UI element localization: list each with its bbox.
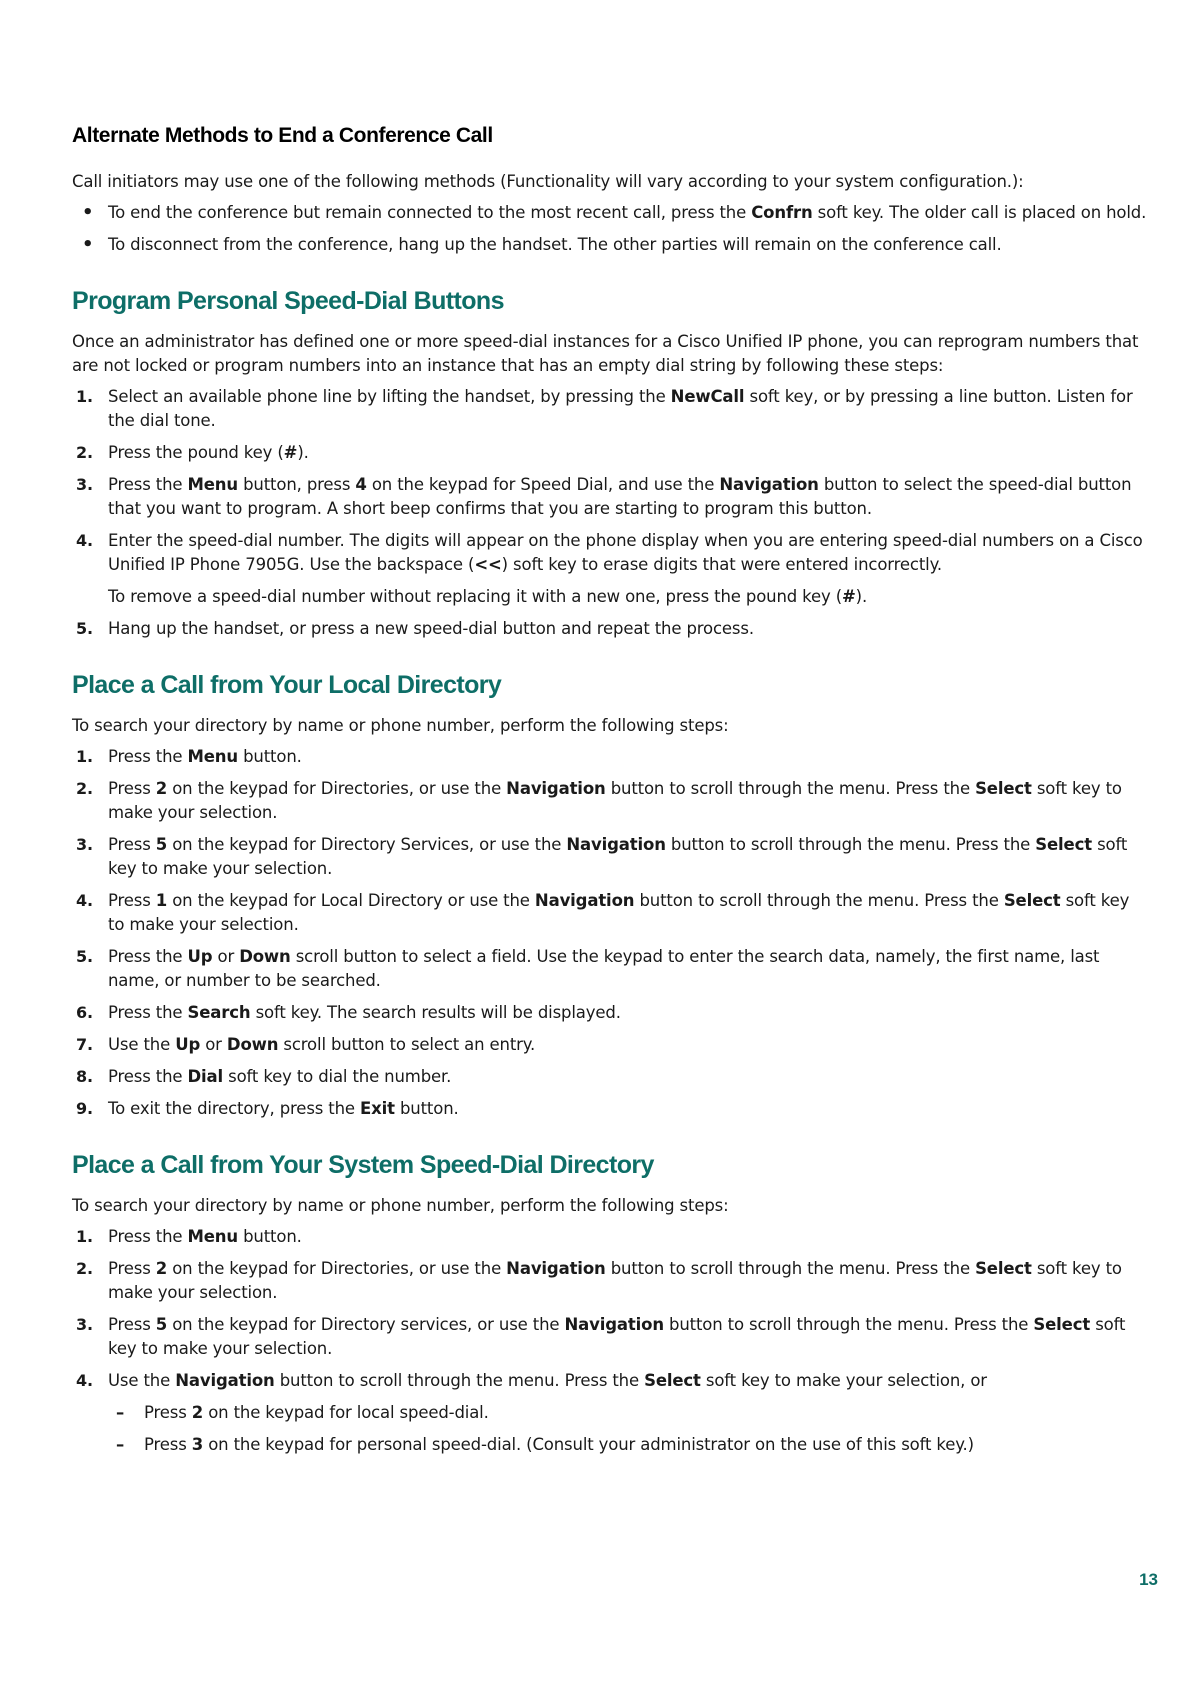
list-item: • To disconnect from the conference, hang up the handset. The other parties will remain on the conference call. xyxy=(82,234,1002,255)
step-item: 2. Press 2 on the keypad for Directories, or use the Navigation button to scroll through the menu. Press the Select soft key to make your selection. xyxy=(76,779,1122,822)
local-dir-heading: Place a Call from Your Local Directory xyxy=(72,671,502,699)
local-dir-intro: To search your directory by name or phone number, perform the following steps: xyxy=(72,716,729,735)
system-dir-heading: Place a Call from Your System Speed-Dial Directory xyxy=(72,1151,654,1179)
page-content xyxy=(72,124,1148,1465)
step-item: 3. Press 5 on the keypad for Directory Services, or use the Navigation button to scroll through the menu. Press the Select soft key to make your selection. xyxy=(76,835,1128,878)
step-item: 7. Use the Up or Down scroll button to select an entry. xyxy=(76,1035,536,1054)
step-item: 4. Use the Navigation button to scroll through the menu. Press the Select soft key to make your selection, or xyxy=(76,1371,987,1390)
step-item: 5. Hang up the handset, or press a new speed-dial button and repeat the process. xyxy=(76,619,754,638)
page-number: 13 xyxy=(1139,1570,1158,1589)
step-item: 9. To exit the directory, press the Exit button. xyxy=(76,1099,459,1118)
sub-item: – Press 3 on the keypad for personal speed-dial. (Consult your administrator on the use of this soft key.) xyxy=(72,1433,1148,1457)
sub-item: – Press 2 on the keypad for local speed-dial. xyxy=(72,1401,1148,1425)
list-item: • To end the conference but remain connected to the most recent call, press the Confrn soft key. The older call is placed on hold. xyxy=(82,202,1147,223)
bullet-icon: • xyxy=(82,234,94,255)
dash-icon: – xyxy=(116,1435,125,1454)
step-item: 8. Press the Dial soft key to dial the number. xyxy=(76,1067,452,1086)
speed-dial-intro: Once an administrator has defined one or more speed-dial instances for a Cisco Unified IP phone, you can reprogram numbers that are not locked or program numbers into an instance that has an empty dial string by following these steps: xyxy=(72,332,1139,375)
speed-dial-heading: Program Personal Speed-Dial Buttons xyxy=(72,287,504,315)
step-item: 1. Press the Menu button. xyxy=(76,1227,302,1246)
step-item: 1. Select an available phone line by lifting the handset, by pressing the NewCall soft key, or by pressing a line button. Listen for the dial tone. xyxy=(76,387,1133,430)
step-item: 4. Enter the speed-dial number. The digits will appear on the phone display when you are entering speed-dial numbers on a Cisco Unified IP Phone 7905G. Use the backspace (<<) soft key to erase digits that were entered incorrectly. xyxy=(76,531,1143,574)
step-item: 6. Press the Search soft key. The search results will be displayed. xyxy=(76,1003,621,1022)
step-item: 5. Press the Up or Down scroll button to select a field. Use the keypad to enter the search data, namely, the first name, last name, or number to be searched. xyxy=(76,947,1100,990)
step-item: 4. Press 1 on the keypad for Local Directory or use the Navigation button to scroll through the menu. Press the Select soft key to make your selection. xyxy=(76,891,1130,934)
bullet-icon: • xyxy=(82,202,94,223)
step-item: 2. Press 2 on the keypad for Directories, or use the Navigation button to scroll through the menu. Press the Select soft key to make your selection. xyxy=(76,1259,1122,1302)
step-item: 3. Press 5 on the keypad for Directory services, or use the Navigation button to scroll through the menu. Press the Select soft key to make your selection. xyxy=(76,1315,1126,1358)
step-item: 2. Press the pound key (#). xyxy=(76,443,309,462)
system-dir-intro: To search your directory by name or phone number, perform the following steps: xyxy=(72,1196,729,1215)
step-item: 3. Press the Menu button, press 4 on the keypad for Speed Dial, and use the Navigation button to select the speed-dial button that you want to program. A short beep confirms that you are starting to program this button. xyxy=(76,475,1132,518)
alt-end-intro: Call initiators may use one of the following methods (Functionality will vary according to your system configuration.): xyxy=(72,172,1024,191)
step-note: To remove a speed-dial number without replacing it with a new one, press the pound key (#). xyxy=(108,587,868,606)
alt-end-heading: Alternate Methods to End a Conference Call xyxy=(72,124,493,147)
dash-icon: – xyxy=(116,1403,125,1422)
step-item: 1. Press the Menu button. xyxy=(76,747,302,766)
